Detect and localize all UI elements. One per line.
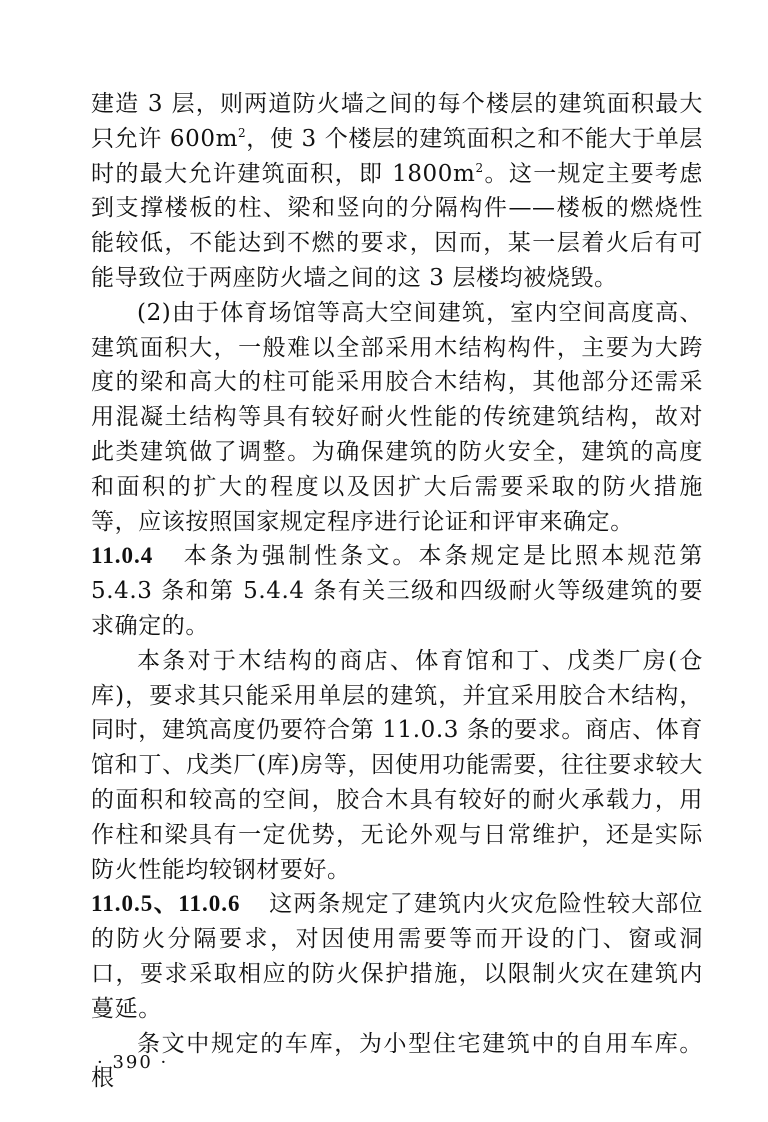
page-body [91,87,703,1096]
text-run: ，使 3 个楼层的建筑面积之和不能大于单层时的最大允许建筑面积，即 1800m [91,125,703,187]
paragraph-sports-venues: (2)由于体育场馆等高大空间建筑，室内空间高度高、建筑面积大，一般难以全部采用木结构构件，主要为大跨度的梁和高大的柱可能采用胶合木结构，其他部分还需采用混凝土结构等具有较好耐火性能的传统建筑结构，故对此类建筑做了调整。为确保建筑的防火安全，建筑的高度和面积的扩大的程度以及因扩大后需要采取的防火措施等，应该按照国家规定程序进行论证和评审来确定。 [91,299,703,535]
clause-text: 这两条规定了建筑内火灾危险性较大部位的防火分隔要求，对因使用需要等而开设的门、窗或洞口，要求采取相应的防火保护措施，以限制火灾在建筑内蔓延。 [91,891,703,1022]
page-number: · 390 · [97,1052,169,1073]
superscript: 2 [475,160,484,175]
clause-11-0-4 [91,539,703,643]
paragraph-garage: 条文中规定的车库，为小型住宅建筑中的自用车库。根 [91,1030,703,1092]
superscript: 2 [238,125,247,140]
paragraph-continuation [91,87,703,296]
text-run: 。这一规定主要考虑到支撑楼板的柱、梁和竖向的分隔构件——楼板的燃烧性能较低，不能达到不燃的要求，因而，某一层着火后有可能导致位于两座防火墙之间的这 3 层楼均被烧毁。 [91,160,703,291]
text-run: 建造 3 层，则两道防火墙之间的每个楼层的建筑面积最大只允许 600m [91,91,703,152]
clause-11-0-5-6 [91,887,703,1026]
paragraph-wood-structures: 本条对于木结构的商店、体育馆和丁、戊类厂房(仓库)，要求其只能采用单层的建筑，并宜采用胶合木结构，同时，建筑高度仍要符合第 11.0.3 条的要求。商店、体育馆和丁、戊类厂(库)房等，因使用功能需要，往往要求较大的面积和较高的空间，胶合木具有较好的耐火承载力，用作柱和梁具有一定优势，无论外观与日常维护，还是实际防火性能均较钢材要好。 [91,647,703,883]
clause-text: 本条为强制性条文。本条规定是比照本规范第 5.4.3 条和第 5.4.4 条有关三级和四级耐火等级建筑的要求确定的。 [91,543,703,639]
clause-number: 11.0.4 [91,543,154,569]
clause-number: 11.0.5、11.0.6 [91,891,241,917]
